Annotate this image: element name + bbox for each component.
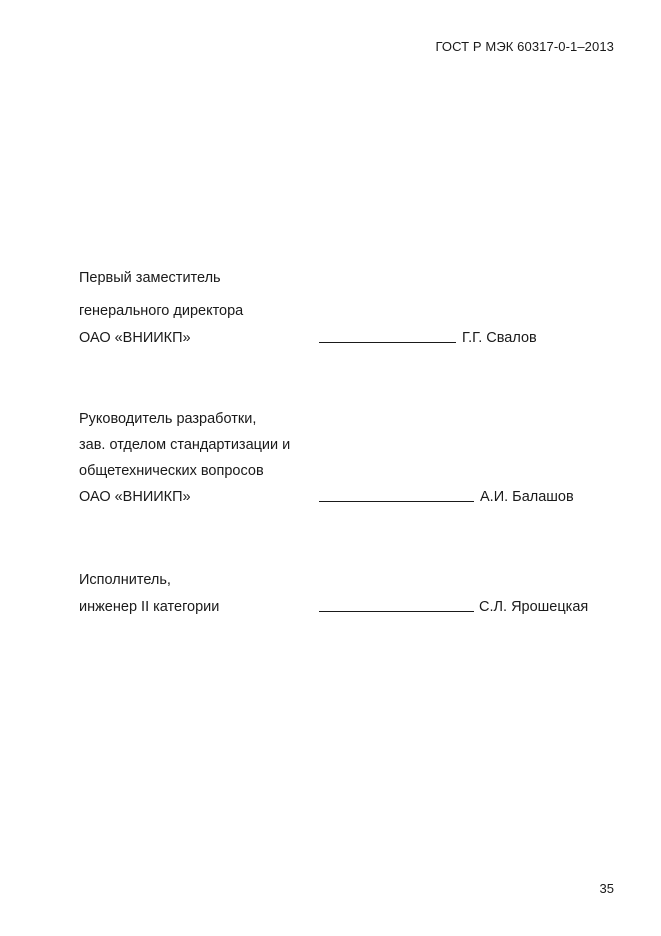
signature-line	[319, 611, 474, 612]
signature-block-1	[79, 269, 619, 347]
signer-title-line: Исполнитель,	[79, 572, 171, 588]
signature-row	[79, 329, 619, 347]
signature-block-2	[79, 410, 619, 506]
signature-line	[319, 342, 456, 343]
signer-title-line: Первый заместитель	[79, 270, 221, 286]
signer-name: Г.Г. Свалов	[462, 330, 537, 346]
signature-line	[319, 501, 474, 502]
signer-title-line: генерального директора	[79, 303, 244, 319]
signer-title-line: общетехнических вопросов	[79, 463, 264, 479]
signer-title-line: зав. отделом стандартизации и	[79, 437, 291, 453]
page-number: 35	[599, 881, 614, 896]
signature-row	[79, 488, 619, 506]
signer-title-line: Руководитель разработки,	[79, 411, 257, 427]
signer-position: инженер II категории	[79, 599, 220, 615]
signer-name: С.Л. Ярошецкая	[479, 599, 589, 615]
signature-block-3	[79, 571, 619, 616]
signature-row	[79, 598, 619, 616]
document-code: ГОСТ Р МЭК 60317-0-1–2013	[435, 39, 614, 54]
signer-name: А.И. Балашов	[480, 489, 574, 505]
signer-organization: ОАО «ВНИИКП»	[79, 330, 191, 346]
signer-organization: ОАО «ВНИИКП»	[79, 489, 191, 505]
